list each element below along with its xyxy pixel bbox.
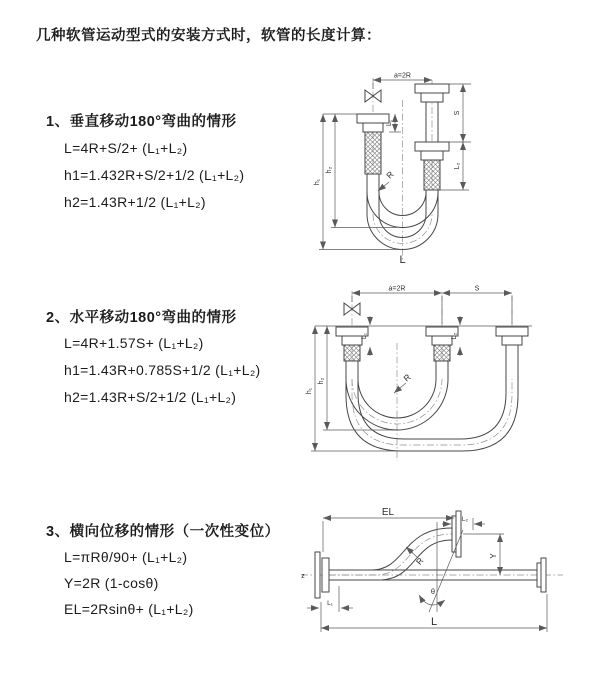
- flange: [537, 563, 541, 587]
- dimension-lines: [319, 80, 471, 250]
- formula-line: h1=1.432R+S/2+1/2 (L₁+L₂): [64, 167, 245, 183]
- formula-line: h1=1.43R+0.785S+1/2 (L₁+L₂): [64, 362, 261, 378]
- page-title: 几种软管运动型式的安装方式时，软管的长度计算：: [36, 28, 381, 44]
- dim-label-l1: L₁: [386, 119, 393, 127]
- formula-line: L=4R+1.57S+ (L₁+L₂): [64, 335, 204, 351]
- centerlines: [352, 291, 512, 461]
- diagram-lateral-displacement: [295, 500, 600, 660]
- valve-icon: [344, 303, 352, 315]
- diagram-vertical-movement: [305, 70, 595, 270]
- dim-label-l2: L₂: [454, 162, 461, 170]
- dim-label-l2: L₂: [461, 516, 469, 523]
- length-label: L: [399, 254, 406, 266]
- flange: [432, 336, 452, 345]
- dim-label-a2r: a=2R: [388, 285, 406, 293]
- hose-assembly: [357, 84, 449, 250]
- radius-label: R: [413, 555, 426, 567]
- valve-icon: [373, 90, 381, 102]
- dim-label-h2: h₂: [318, 377, 325, 385]
- centerlines: [301, 534, 563, 575]
- section-1-heading: 1、垂直移动180°弯曲的情形: [46, 114, 237, 130]
- formula-line: EL=2Rsinθ+ (L₁+L₂): [64, 601, 194, 617]
- dim-label-h1: h₁: [306, 387, 313, 395]
- formula-line: Y=2R (1-cosθ): [64, 575, 159, 591]
- flange: [415, 84, 449, 93]
- formula-line: h2=1.43R+S/2+1/2 (L₁+L₂): [64, 389, 237, 405]
- radius-label: R: [401, 371, 413, 384]
- dim-label-l: L: [430, 616, 438, 628]
- formula-line: L=πRθ/90+ (L₁+L₂): [64, 549, 188, 565]
- dim-label-y: Y: [489, 553, 498, 559]
- flange: [363, 123, 383, 132]
- flange: [456, 511, 461, 557]
- flange: [357, 114, 389, 123]
- flange: [502, 336, 522, 345]
- diagram-horizontal-movement: [300, 283, 600, 473]
- formula-line: L=4R+S/2+ (L₁+L₂): [64, 140, 188, 156]
- valve-icon: [352, 303, 360, 315]
- section-3-heading: 3、横向位移的情形（一次性变位）: [46, 524, 280, 540]
- section-2-heading: 2、水平移动180°弯曲的情形: [46, 310, 237, 326]
- dim-label-a2r: a=2R: [394, 72, 411, 80]
- dim-label-l1: L₁: [361, 332, 368, 340]
- flange: [541, 558, 546, 592]
- dim-label-l2: L₂: [451, 332, 458, 340]
- flange: [415, 142, 449, 151]
- dim-label-s: S: [454, 110, 461, 116]
- flange: [421, 151, 443, 160]
- hose-assembly: [336, 303, 528, 451]
- flange: [322, 558, 329, 592]
- braided-hose: [365, 132, 381, 174]
- braided-hose: [434, 345, 450, 361]
- radius-label: R: [384, 169, 396, 181]
- flange: [421, 93, 443, 102]
- flange: [342, 336, 362, 345]
- flange: [315, 552, 320, 598]
- dim-label-s: S: [474, 285, 480, 293]
- dim-label-h1: h₁: [314, 178, 321, 186]
- dim-label-h2: h₂: [326, 166, 333, 174]
- centerlines: [373, 78, 432, 260]
- theta-label: θ: [430, 587, 436, 596]
- flange: [496, 327, 528, 336]
- braided-hose: [424, 160, 440, 190]
- valve-icon: [365, 90, 373, 102]
- dim-label-l1: L₁: [327, 600, 333, 607]
- dim-label-el: EL: [381, 507, 395, 518]
- braided-hose: [344, 345, 360, 361]
- formula-line: h2=1.43R+1/2 (L₁+L₂): [64, 194, 206, 210]
- centerline-mark: z: [301, 573, 305, 580]
- flange: [452, 516, 456, 552]
- dimension-lines: [311, 293, 532, 451]
- hose-assembly: [315, 511, 546, 598]
